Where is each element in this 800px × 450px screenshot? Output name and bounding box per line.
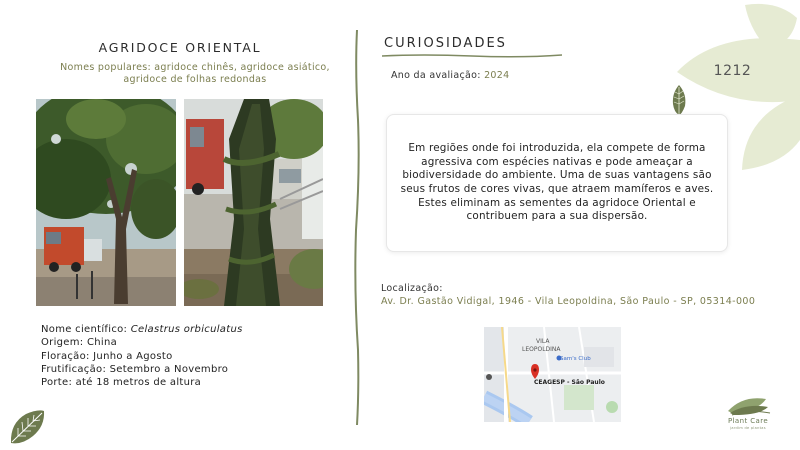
- map-pin-label: CEAGESP - São Paulo: [534, 379, 605, 386]
- small-leaf-icon: [670, 84, 688, 116]
- evaluation-year-value: 2024: [484, 70, 510, 81]
- scientific-name-value: Celastrus orbiculatus: [130, 324, 243, 335]
- tree-photo-canopy: [36, 99, 176, 306]
- curiosities-underline: [382, 53, 562, 59]
- plant-name-title: AGRIDOCE ORIENTAL: [98, 40, 262, 55]
- vertical-divider: [352, 30, 362, 425]
- map-district-label: VILA: [536, 338, 550, 345]
- plant-code: 1212: [713, 63, 752, 79]
- fruiting-row: Frutificação: Setembro a Novembro: [41, 363, 229, 375]
- popular-names-line-2: agridoce de folhas redondas: [123, 74, 267, 85]
- curiosities-card: [386, 114, 728, 252]
- size-row: Porte: até 18 metros de altura: [41, 377, 202, 389]
- location-map[interactable]: [484, 327, 621, 422]
- scientific-name-row: [41, 323, 243, 336]
- location-address: Av. Dr. Gastão Vidigal, 1946 - Vila Leopoldina, São Paulo - SP, 05314-000: [381, 296, 756, 307]
- location-label: Localização:: [381, 283, 443, 294]
- evaluation-year-label: Ano da avaliação:: [391, 70, 481, 81]
- origin-row: Origem: China: [41, 337, 118, 349]
- curiosities-title: CURIOSIDADES: [384, 36, 507, 51]
- brand-name: Plant Care: [727, 417, 769, 425]
- bottom-leaf-icon: [8, 408, 46, 446]
- plant-facts: [41, 323, 243, 389]
- map-poi-label: Sam's Club: [560, 356, 591, 362]
- scientific-name-label: Nome científico:: [41, 324, 128, 335]
- popular-names-line-1: Nomes populares: agridoce chinês, agridoce asiático,: [60, 62, 330, 73]
- brand-tagline: jardim de plantas: [730, 426, 766, 430]
- popular-names: [40, 62, 350, 86]
- map-district-label-2: LEOPOLDINA: [522, 346, 561, 353]
- curiosities-text: Em regiões onde foi introduzida, ela compete de forma agressiva com espécies nativas e pode ameaçar a biodiversidade do ambiente. Uma de suas vantagens são seus frutos de cores vivas, que atraem mamíferos e aves. Estes eliminam as sementes da agridoce Oriental e contribuem para a sua dispersão.: [400, 142, 714, 223]
- tree-photo-trunk: [184, 99, 323, 306]
- evaluation-year: [391, 70, 509, 81]
- flowering-row: Floração: Junho a Agosto: [41, 350, 173, 362]
